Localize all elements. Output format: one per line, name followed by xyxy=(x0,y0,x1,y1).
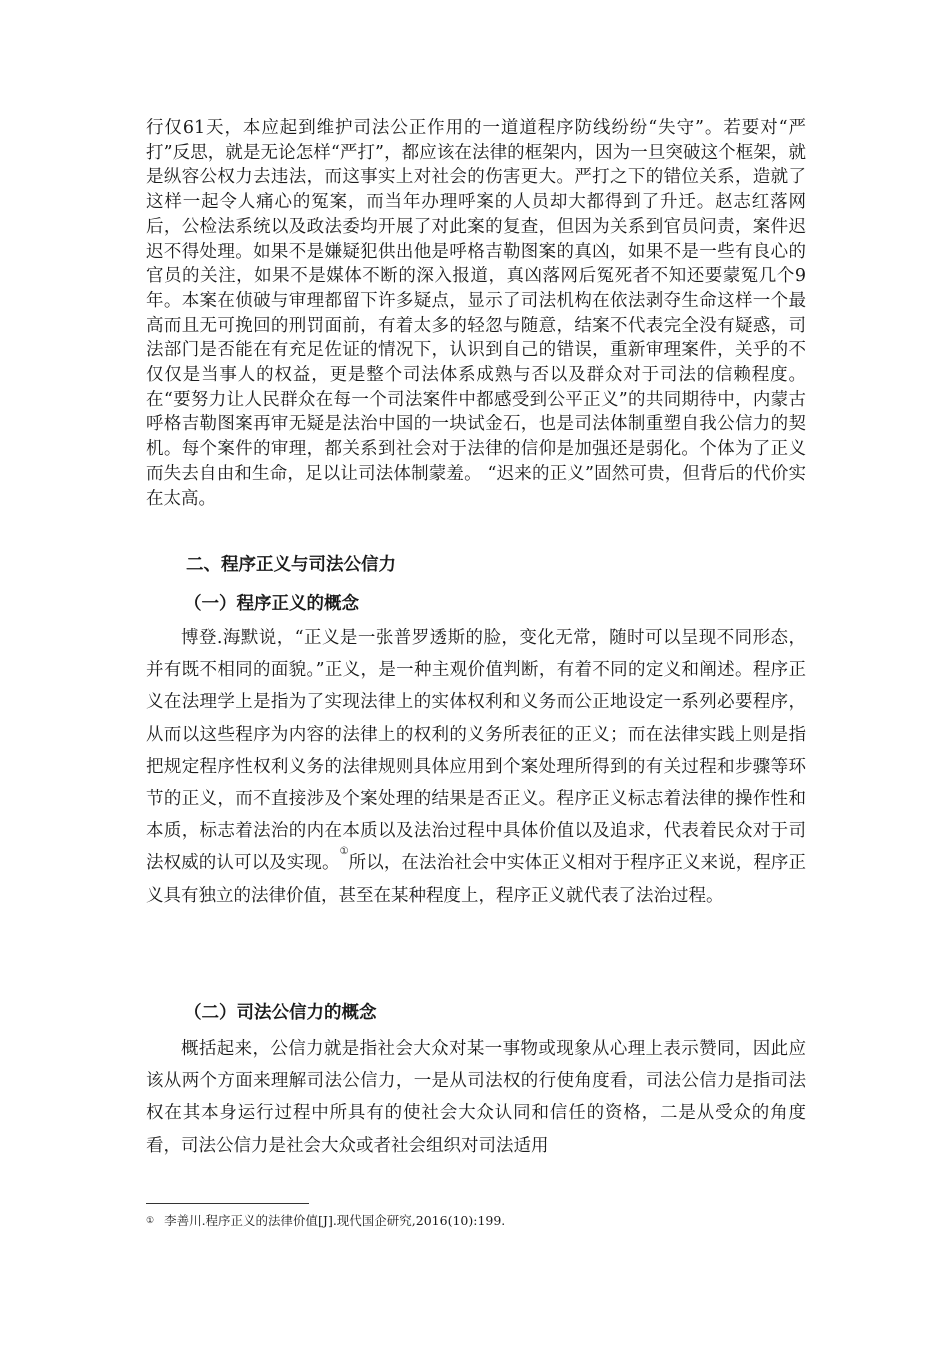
footnote-mark: ① xyxy=(146,1216,155,1226)
footnote-text: 李善川.程序正义的法律价值[J].现代国企研究,2016(10):199. xyxy=(164,1213,506,1228)
paragraph-2-text-before-note: 博登.海默说，“正义是一张普罗透斯的脸，变化无常，随时可以呈现不同形态，并有既不相同的面貌。”正义，是一种主观价值判断，有着不同的定义和阐述。程序正义在法理学上是指为了实现法律上的实体权利和义务而公正地设定一系列必要程序，从而以这些程序为内容的法律上的权利的义务所表征的正义；而在法律实践上则是指把规定程序性权利义务的法律规则具体应用到个案处理所得到的有关过程和步骤等环节的正义，而不直接涉及个案处理的结果是否正义。程序正义标志着法律的操作性和本质，标志着法治的内在本质以及法治过程中具体价值以及追求，代表着民众对于司法权威的认可以及实现。 xyxy=(146,628,806,874)
subsection-heading-2: （二）司法公信力的概念 xyxy=(184,1003,377,1023)
body-paragraph-3: 概括起来，公信力就是指社会大众对某一事物或现象从心理上表示赞同，因此应该从两个方面来理解司法公信力，一是从司法权的行使角度看，司法公信力是指司法权在其本身运行过程中所具有的使社会大众认同和信任的资格，二是从受众的角度看，司法公信力是社会大众或者社会组织对司法适用 xyxy=(146,1039,806,1156)
paragraph-2-text-after-note: 所以，在法治社会中实体正义相对于程序正义来说，程序正义具有独立的法律价值，甚至在某种程度上，程序正义就代表了法治过程。 xyxy=(146,853,807,906)
section-heading: 二、程序正义与司法公信力 xyxy=(186,555,396,575)
body-paragraph-2 xyxy=(146,622,806,912)
subsection-heading-1: （一）程序正义的概念 xyxy=(184,594,359,614)
footnote xyxy=(146,1211,505,1231)
body-paragraph-1: 行仅61天，本应起到维护司法公正作用的一道道程序防线纷纷“失守”。若要对“严打”反思，就是无论怎样“严打”，都应该在法律的框架内，因为一旦突破这个框架，就是纵容公权力去违法，而这事实上对社会的伤害更大。严打之下的错位关系，造就了这样一起令人痛心的冤案，而当年办理呼案的人员却大都得到了升迁。赵志红落网后，公检法系统以及政法委均开展了对此案的复查，但因为关系到官员问责，案件迟迟不得处理。如果不是嫌疑犯供出他是呼格吉勒图案的真凶，如果不是一些有良心的官员的关注，如果不是媒体不断的深入报道，真凶落网后冤死者不知还要蒙冤几个9年。本案在侦破与审理都留下许多疑点，显示了司法机构在依法剥夺生命这样一个最高而且无可挽回的刑罚面前，有着太多的轻忽与随意，结案不代表完全没有疑惑，司法部门是否能在有充足佐证的情况下，认识到自己的错误，重新审理案件，关乎的不仅仅是当事人的权益，更是整个司法体系成熟与否以及群众对于司法的信赖程度。在“要努力让人民群众在每一个司法案件中都感受到公平正义”的共同期待中，内蒙古呼格吉勒图案再审无疑是法治中国的一块试金石，也是司法体制重塑自我公信力的契机。每个案件的审理，都关系到社会对于法律的信仰是加强还是弱化。个体为了正义而失去自由和生命，足以让司法体制蒙羞。 “迟来的正义”固然可贵，但背后的代价实在太高。 xyxy=(146,118,806,509)
footnote-divider xyxy=(146,1203,309,1204)
footnote-reference[interactable]: ① xyxy=(339,846,349,858)
